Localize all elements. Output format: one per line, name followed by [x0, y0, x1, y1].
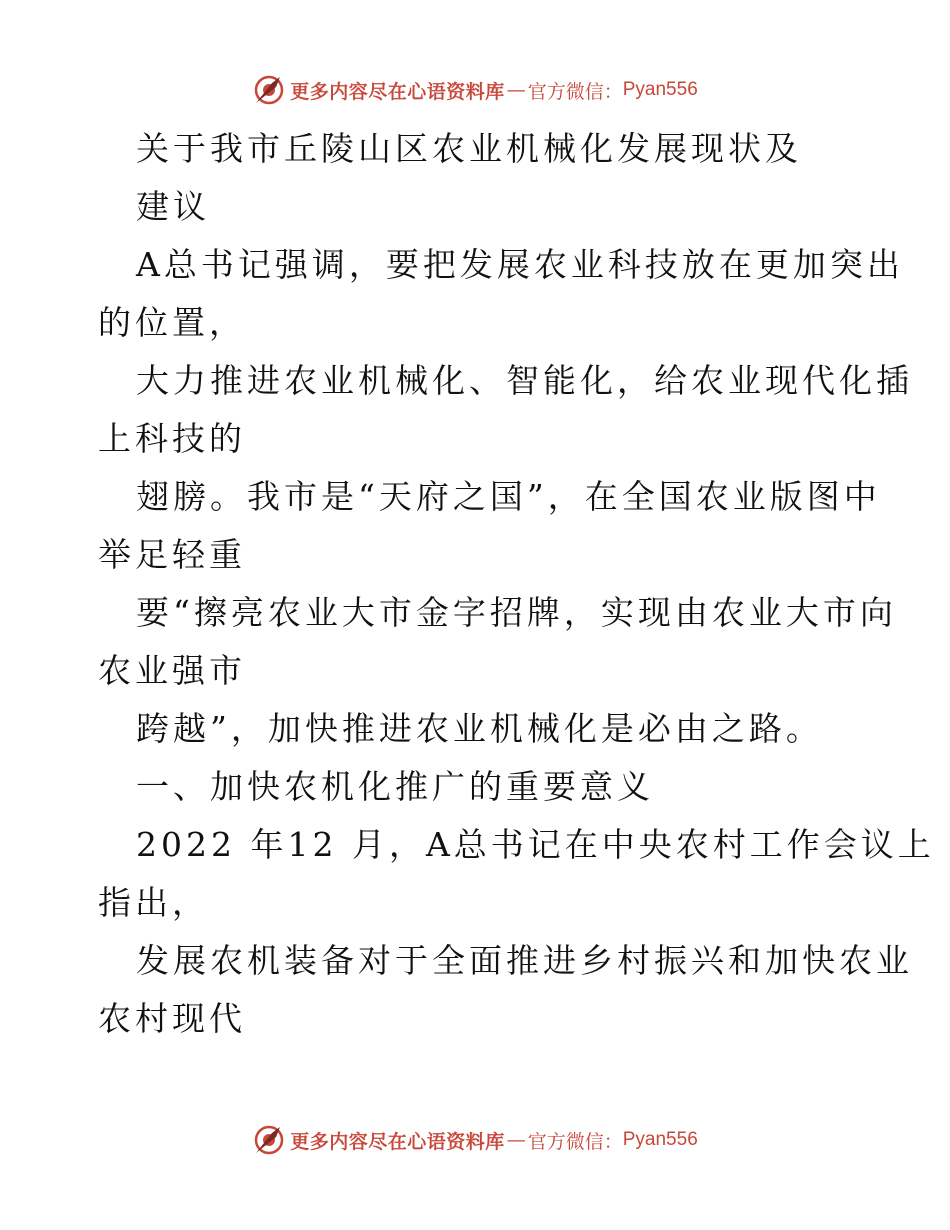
text-line: 建议 [136, 187, 210, 226]
text-line: 上科技的 [98, 419, 246, 458]
watermark-wechat-id: Pyan556 [622, 1129, 698, 1150]
quill-seal-icon [252, 73, 286, 107]
text-line: A总书记强调，要把发展农业科技放在更加突出 [136, 245, 904, 284]
text-line: 举足轻重 [98, 535, 246, 574]
watermark-text: 更多内容尽在心语资料库 [290, 1130, 505, 1153]
watermark-separator: — [506, 79, 526, 101]
text-line: 的位置， [98, 303, 246, 342]
text-line: 指出， [98, 883, 209, 922]
watermark-label: 官方微信： [527, 80, 623, 103]
document-body [98, 120, 935, 1048]
text-line: 2022 年12 月，A总书记在中央农村工作会议上 [136, 825, 935, 864]
quill-seal-icon [252, 1123, 286, 1157]
text-line: 关于我市丘陵山区农业机械化发展现状及 [136, 129, 802, 168]
watermark-label: 官方微信： [527, 1130, 623, 1153]
text-line: 发展农机装备对于全面推进乡村振兴和加快农业 [136, 941, 913, 980]
watermark-wechat-id: Pyan556 [622, 79, 698, 100]
watermark-text: 更多内容尽在心语资料库 [290, 80, 505, 103]
footer-watermark [0, 1120, 950, 1160]
text-line: 农村现代 [98, 999, 246, 1038]
text-line: 跨越”，加快推进农业机械化是必由之路。 [136, 709, 823, 748]
text-line: 要“擦亮农业大市金字招牌，实现由农业大市向 [136, 593, 897, 632]
text-line: 一、加快农机化推广的重要意义 [136, 767, 654, 806]
text-line: 大力推进农业机械化、智能化，给农业现代化插 [136, 361, 913, 400]
text-line: 翅膀。我市是“天府之国”，在全国农业版图中 [136, 477, 881, 516]
text-line: 农业强市 [98, 651, 246, 690]
watermark-separator: — [506, 1129, 526, 1151]
header-watermark [0, 70, 950, 110]
